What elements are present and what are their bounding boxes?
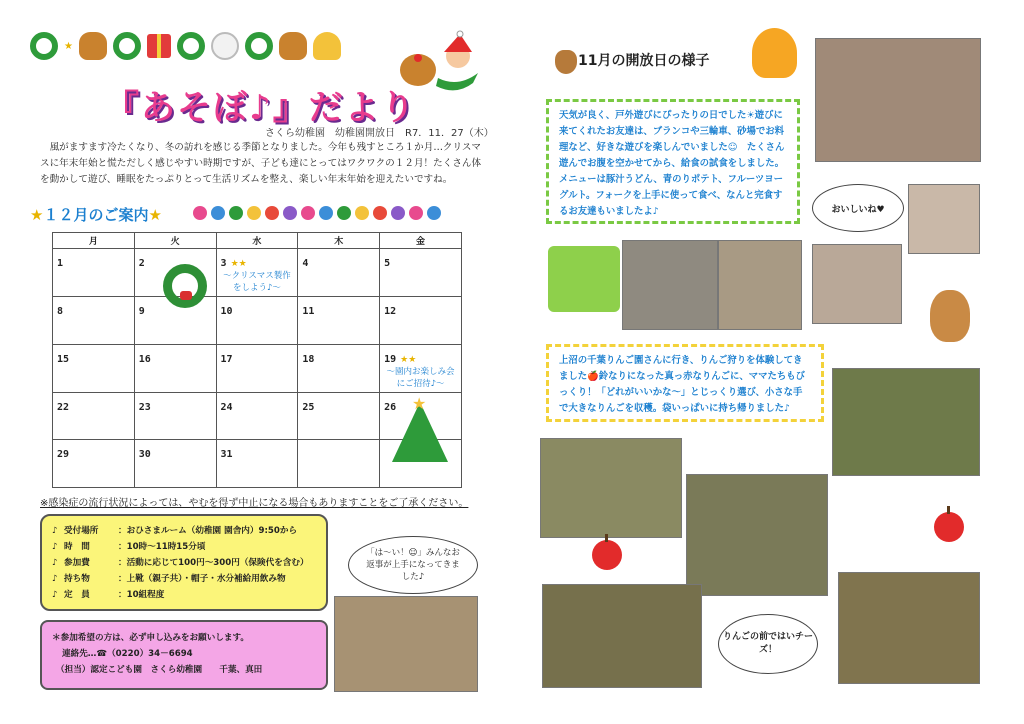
photo-eating-2 — [812, 244, 902, 324]
calendar-week-row — [53, 249, 462, 297]
info-label: 定 員 — [64, 590, 90, 600]
calendar-event: ～クリスマス製作をしよう♪～ — [223, 271, 291, 293]
day-number: 18 — [302, 353, 315, 365]
december-guide-heading — [30, 204, 162, 225]
weekday-header: 火 — [134, 233, 216, 249]
child-autumn-illustration — [752, 28, 797, 78]
info-row — [52, 555, 316, 571]
wreath-icon — [177, 32, 205, 60]
music-note-icon: ♪ — [52, 574, 58, 584]
info-value: ：活動に応じて100円～300円（保険代を含む） — [118, 558, 309, 568]
info-row — [52, 571, 316, 587]
ornament-icon — [337, 206, 351, 220]
photo-apple-tree — [832, 368, 980, 476]
ornament-icon — [265, 206, 279, 220]
open-day-report-text: 天気が良く、戸外遊びにぴったりの日でした☀遊びに来てくれたお友達は、ブランコや三輪車、砂場でお料理など、好きな遊びを楽しんでいました☺ たくさん遊んでお腹を空かせてから、給食の試食をしました。メニューは豚汁うどん、青のりポテト、フルーツヨーグルト。フォークを上手に使って食べ、なんと完食するお友達もいましたよ♪ — [546, 99, 800, 224]
day-number: 15 — [57, 353, 70, 365]
wreath-icon — [30, 32, 58, 60]
ornament-icon — [211, 206, 225, 220]
contact-person: （担当）認定こども園 さくら幼稚園 千葉、真田 — [56, 665, 263, 675]
day-number: 30 — [138, 449, 151, 460]
day-number: 23 — [138, 401, 151, 413]
music-note-icon: ♪ — [52, 542, 58, 552]
november-report-title — [578, 50, 709, 70]
speech-bubble-oishii: おいしいね♥ — [812, 184, 904, 232]
calendar-header-row — [53, 233, 462, 249]
photo-orchard-walk — [542, 584, 702, 688]
day-number: 29 — [57, 449, 70, 460]
day-number: 25 — [302, 401, 315, 413]
photo-indoor-play — [815, 38, 981, 162]
calendar-day-cell — [53, 344, 135, 392]
calendar-day-cell — [298, 249, 380, 297]
calendar-week-row — [53, 297, 462, 345]
apple-icon — [592, 540, 622, 570]
calendar-day-cell — [298, 344, 380, 392]
ornament-icon — [373, 206, 387, 220]
newsletter-title: 『あそぼ♪』だより — [105, 88, 417, 128]
ornament-icon — [247, 206, 261, 220]
speech-bubble-reply: 「は～い！☺」みんなお返事が上手になってきました♪ — [348, 536, 478, 594]
calendar-day-cell — [216, 440, 298, 488]
tree-star-icon: ★ — [412, 394, 427, 413]
day-number: 3 — [220, 258, 227, 269]
photo-sandbox — [718, 240, 802, 330]
calendar-day-cell — [216, 392, 298, 440]
music-note-icon: ♪ — [52, 590, 58, 600]
star-icon: ★ — [148, 206, 162, 224]
info-value: ：上靴（親子共）・帽子・水分補給用飲み物 — [118, 574, 286, 584]
photo-mother-child-apple — [540, 438, 682, 538]
day-number: 10 — [220, 306, 233, 317]
photo-circle-time — [334, 596, 478, 692]
calendar-day-cell — [216, 249, 298, 297]
apple-icon — [934, 512, 964, 542]
calendar-day-cell — [53, 392, 135, 440]
wreath-icon — [113, 32, 141, 60]
ornament-icon — [229, 206, 243, 220]
day-number: 8 — [57, 306, 64, 317]
day-number: 2 — [138, 258, 145, 269]
event-info-box — [40, 514, 328, 611]
star-icon: ★ — [64, 40, 73, 52]
speech-bubble-cheese: りんごの前ではいチーズ！ — [718, 614, 818, 674]
weekday-header: 金 — [380, 233, 462, 249]
ornament-icon — [319, 206, 333, 220]
picnic-illustration — [548, 246, 620, 312]
info-value: ：10組程度 — [118, 590, 165, 600]
day-number: 11 — [302, 306, 315, 317]
gingerbread-icon — [279, 32, 307, 60]
photo-picking-apple — [838, 572, 980, 684]
december-guide-label: １２月のご案内 — [43, 206, 149, 224]
photo-group — [686, 474, 828, 596]
calendar-day-cell — [53, 297, 135, 345]
ornament-icon — [283, 206, 297, 220]
photo-tricycle — [622, 240, 718, 330]
weekday-header: 木 — [298, 233, 380, 249]
cancellation-notice: ※感染症の流行状況によっては、やむを得ず中止になる場合もありますことをご了承ください。 — [40, 498, 469, 509]
calendar-day-cell — [298, 392, 380, 440]
day-number: 24 — [220, 401, 233, 413]
day-number: 19 — [384, 353, 397, 365]
gift-icon — [147, 34, 171, 58]
star-icon: ★ — [30, 206, 44, 224]
calendar-day-cell — [134, 392, 216, 440]
calendar-day-cell — [216, 344, 298, 392]
ornament-icon — [355, 206, 369, 220]
day-number: 12 — [384, 306, 397, 317]
weekday-header: 水 — [216, 233, 298, 249]
info-label: 参加費 — [64, 558, 90, 568]
calendar-day-cell — [380, 297, 462, 345]
day-number: 1 — [57, 258, 64, 269]
day-number: 22 — [57, 401, 70, 413]
event-stars-icon: ★★ — [400, 354, 417, 365]
calendar-week-row — [53, 344, 462, 392]
apple-picking-text: 上沼の千葉りんご園さんに行き、りんご狩りを体験してきました🍎鈴なりになった真っ赤なりんごに、ママたちもびっくり！「どれがいいかな～」とじっくり選び、小さな手で大きなりんごを収穫。袋いっぱいに持ち帰りました♪ — [546, 344, 824, 422]
info-label: 持ち物 — [64, 574, 90, 584]
contact-phone: 連絡先…☎（0220）34－6694 — [62, 649, 193, 659]
calendar-day-cell — [134, 344, 216, 392]
ornament-dots-row — [193, 206, 453, 222]
wreath-icon — [245, 32, 273, 60]
day-number: 26 — [384, 401, 397, 413]
info-row — [52, 587, 316, 603]
day-number: 31 — [220, 449, 233, 460]
bear-eating-illustration — [930, 290, 970, 342]
calendar-event: ～園内お楽しみ会にご招待♪～ — [386, 366, 455, 389]
november-report-label: 11月の開放日の様子 — [578, 53, 710, 69]
wreath-illustration — [163, 264, 207, 308]
calendar-day-cell — [380, 344, 462, 392]
day-number: 17 — [220, 353, 233, 365]
day-number: 9 — [138, 306, 145, 317]
calendar-day-cell — [53, 440, 135, 488]
music-note-icon: ♪ — [52, 526, 58, 536]
info-label: 受付場所 — [64, 526, 99, 536]
info-value: ：おひさまルーム（幼稚園 園舎内）9:50から — [118, 526, 298, 536]
info-row — [52, 523, 316, 539]
day-number: 5 — [384, 258, 391, 269]
day-number: 16 — [138, 353, 151, 365]
ornament-icon — [427, 206, 441, 220]
intro-paragraph: 風がますます冷たくなり、冬の訪れを感じる季節となりました。今年も残すところ１か月…クリスマスに年末年始と慌ただしく感じやすい時期ですが、子ども達にとってはワクワクの１２月！たくさん体を動かして遊び、睡眠をたっぷりとって生活リズムを整え、楽しい年末年始を迎えたいですね。 — [40, 142, 482, 185]
ornament-icon — [391, 206, 405, 220]
calendar-day-cell — [134, 440, 216, 488]
calendar-day-cell — [216, 297, 298, 345]
ornament-icon — [193, 206, 207, 220]
ornament-icon — [409, 206, 423, 220]
info-value: ：10時～11時15分頃 — [118, 542, 206, 552]
day-number: 4 — [302, 258, 309, 269]
christmas-ornament-border — [30, 30, 350, 62]
info-row — [52, 539, 316, 555]
contact-box — [40, 620, 328, 690]
calendar-day-cell — [298, 440, 380, 488]
acorn-icon — [555, 50, 577, 74]
gingerbread-icon — [79, 32, 107, 60]
weekday-header: 月 — [53, 233, 135, 249]
bell-icon — [313, 32, 341, 60]
snowman-icon — [211, 32, 239, 60]
info-label: 時 間 — [64, 542, 90, 552]
calendar-day-cell — [53, 249, 135, 297]
event-stars-icon: ★★ — [230, 259, 247, 269]
ornament-icon — [301, 206, 315, 220]
photo-eating-1 — [908, 184, 980, 254]
contact-line: ＊参加希望の方は、必ず申し込みをお願いします。 — [52, 633, 249, 643]
dateline: さくら幼稚園 幼稚園開放日 R7．11．27（木） — [265, 128, 494, 139]
calendar-day-cell — [298, 297, 380, 345]
music-note-icon: ♪ — [52, 558, 58, 568]
calendar-day-cell — [380, 249, 462, 297]
